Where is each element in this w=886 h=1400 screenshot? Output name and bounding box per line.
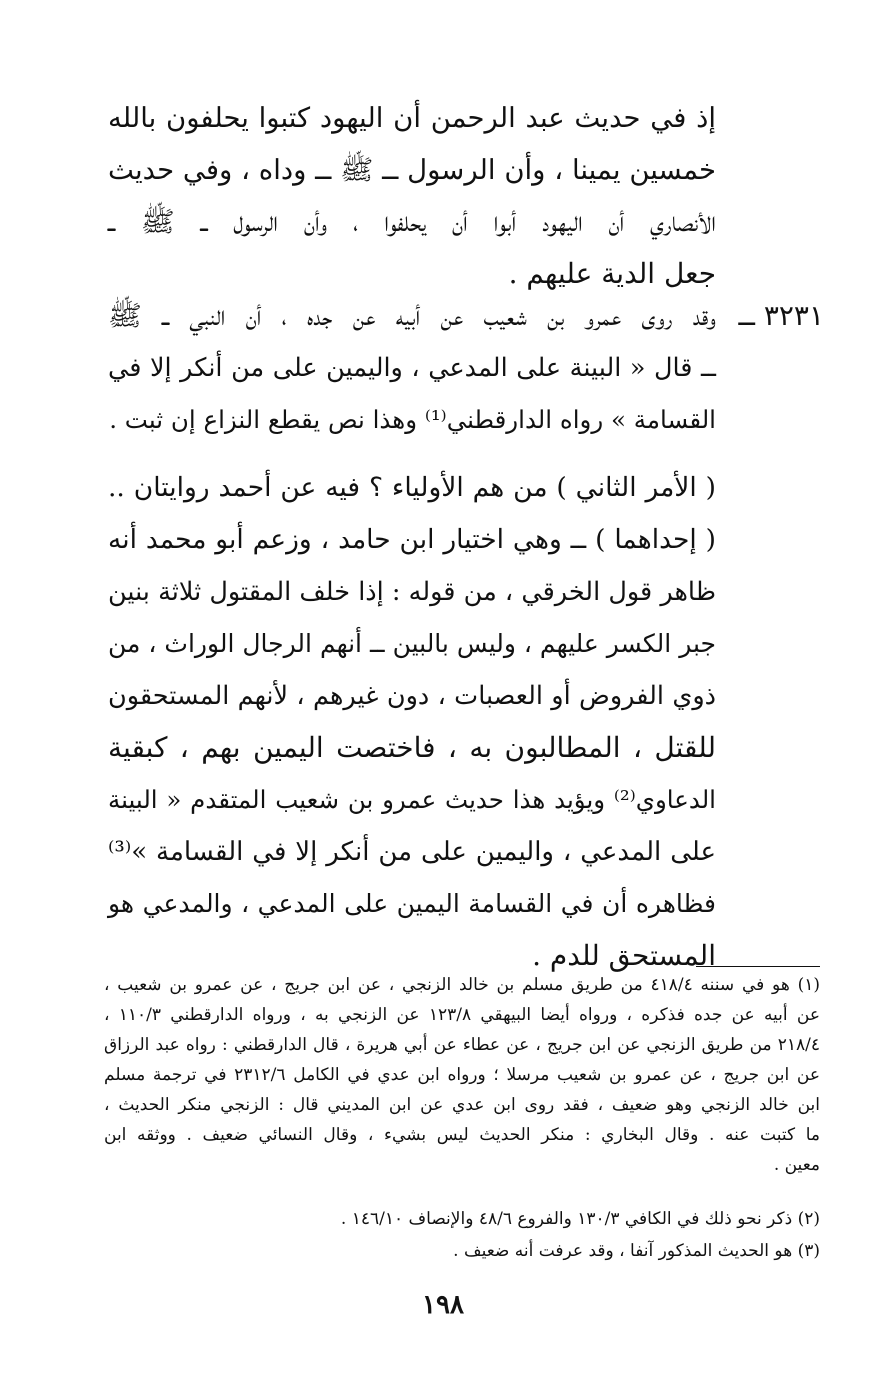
footnote-line: معين . bbox=[773, 1155, 820, 1175]
footnote-divider bbox=[696, 966, 820, 967]
text-line: إذ في حديث عبد الرحمن أن اليهود كتبوا يحلفون بالله bbox=[108, 102, 716, 134]
text-line: ( الأمر الثاني ) من هم الأولياء ؟ فيه عن أحمد روايتان .. bbox=[108, 472, 716, 503]
text-line: للقتل ، المطالبون به ، فاختصت اليمين بهم ، كبقية bbox=[108, 731, 716, 764]
text-line: الدعاوي⁽²⁾ ويؤيد هذا حديث عمرو بن شعيب المتقدم « البينة bbox=[108, 785, 716, 814]
text-line: وقد روى عمرو بن شعيب عن أبيه عن جده ، أن النبي ــ ﷺ bbox=[108, 299, 716, 332]
page-number: ١٩٨ bbox=[422, 1290, 464, 1320]
footnote-line: ما كتبت عنه . وقال البخاري : منكر الحديث ليس بشيء ، وقال النسائي ضعيف . ووثقه ابن bbox=[104, 1125, 820, 1145]
text-line: ظاهر قول الخرقي ، من قوله : إذا خلف المقتول ثلاثة بنين bbox=[108, 577, 716, 607]
paragraph-3231 bbox=[108, 290, 716, 446]
text-line: جبر الكسر عليهم ، وليس بالبين ــ أنهم الرجال الوراث ، من bbox=[108, 629, 716, 658]
text-line: ( إحداهما ) ــ وهي اختيار ابن حامد ، وزعم أبو محمد أنه bbox=[108, 524, 716, 555]
text-line: ــ قال « البينة على المدعي ، واليمين على من أنكر إلا في bbox=[108, 353, 716, 383]
footnote-line: (٢) ذكر نحو ذلك في الكافي ١٣٠/٣ والفروع ٤٨/٦ والإنصاف ١٤٦/١٠ . bbox=[340, 1209, 820, 1229]
paragraph-number: ٣٢٣١ ــ bbox=[738, 299, 824, 332]
text-line: القسامة » رواه الدارقطني⁽¹⁾ وهذا نص يقطع النزاع إن ثبت . bbox=[109, 405, 716, 434]
text-line: على المدعي ، واليمين على من أنكر إلا في القسامة »⁽³⁾ bbox=[108, 837, 716, 867]
text-line: جعل الدية عليهم . bbox=[508, 257, 716, 290]
text-line: فظاهره أن في القسامة اليمين على المدعي ، والمدعي هو bbox=[108, 889, 716, 918]
footnote-line: عن أبيه عن جده فذكره ، ورواه أيضا البيهقي ١٢٣/٨ عن الزنجي به ، ورواه الدارقطني ١١٠/٣ ، bbox=[104, 1005, 820, 1025]
footnote-line: (٣) هو الحديث المذكور آنفا ، وقد عرفت أنه ضعيف . bbox=[453, 1241, 820, 1261]
paragraph-continuation bbox=[108, 92, 716, 300]
footnote-line: عن ابن جريج ، عن عمرو بن شعيب مرسلا ؛ ورواه ابن عدي في الكامل ٢٣١٢/٦ في ترجمة مسلم bbox=[104, 1065, 820, 1085]
text-line: ذوي الفروض أو العصبات ، دون غيرهم ، لأنهم المستحقون bbox=[108, 681, 716, 711]
footnote-line: ابن خالد الزنجي وهو ضعيف ، فقد روى ابن عدي عن ابن المديني قال : الزنجي منكر الحديث ، bbox=[104, 1095, 820, 1115]
footnote-3 bbox=[104, 1236, 820, 1266]
footnote-line: (١) هو في سننه ٤١٨/٤ من طريق مسلم بن خالد الزنجي ، عن ابن جريج ، عن عمرو بن شعيب ، bbox=[104, 975, 820, 995]
footnote-line: ٢١٨/٤ من طريق الزنجي عن ابن جريج ، عن عطاء عن أبي هريرة ، قال الدارقطني : رواه عبد الرزاق bbox=[104, 1035, 820, 1055]
text-line: المستحق للدم . bbox=[532, 939, 716, 972]
text-line: الأنصاري أن اليهود أبوا أن يحلفوا ، وأن الرسول ــ ﷺ ــ bbox=[108, 205, 716, 238]
footnote-2 bbox=[104, 1204, 820, 1234]
footnote-1 bbox=[104, 970, 820, 1180]
text-line: خمسين يمينا ، وأن الرسول ــ ﷺ ــ وداه ، وفي حديث bbox=[108, 154, 716, 186]
paragraph-second-matter bbox=[108, 462, 716, 982]
